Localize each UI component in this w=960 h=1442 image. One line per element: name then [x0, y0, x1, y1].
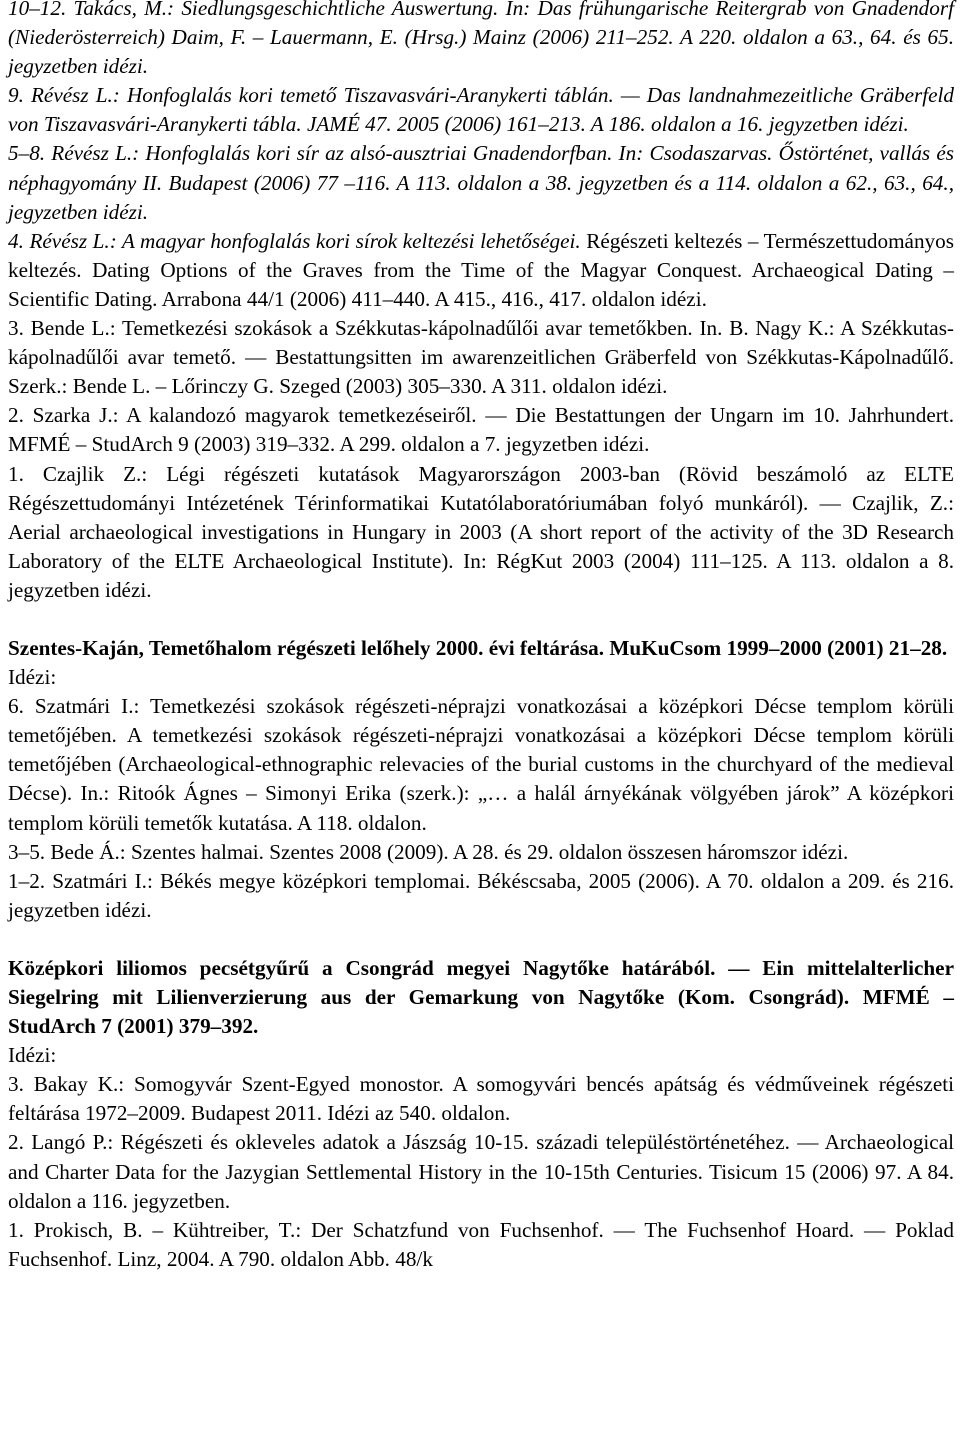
- citation-entry: [8, 460, 954, 605]
- entry-text: Szentes-Kaján, Temetőhalom régészeti lelőhely 2000. évi feltárása. MuKuCsom 1999–2000 (2001) 21–28.: [8, 635, 948, 660]
- entry-text: 10–12. Takács, M.: Siedlungsgeschichtliche Auswertung. In: Das frühungarische Reitergrab von Gnadendorf (Niederösterreich) Daim, F. – Lauermann, E. (Hrsg.) Mainz (2006) 211–252. A 220. oldalon a 63., 64. és 65. jegyzetben idézi.: [8, 0, 954, 79]
- citation-entry: [8, 1216, 954, 1274]
- entry-text: Idézi:: [8, 665, 57, 690]
- section-heading: [8, 634, 954, 663]
- citation-entry: [8, 139, 954, 226]
- citation-entry: [8, 663, 954, 692]
- entry-text: 1. Prokisch, B. – Kühtreiber, T.: Der Schatzfund von Fuchsenhof. — The Fuchsenhof Hoard. — Poklad Fuchsenhof. Linz, 2004. A 790. oldalon Abb. 48/k: [8, 1217, 954, 1271]
- entry-text: 3. Bakay K.: Somogyvár Szent-Egyed monostor. A somogyvári bencés apátság és védműveinek régészeti feltárása 1972–2009. Budapest 2011. Idézi az 540. oldalon.: [8, 1072, 954, 1126]
- entry-text: 9. Révész L.: Honfoglalás kori temető Tiszavasvári-Aranykerti táblán. — Das landnahmezeitliche Gräberfeld von Tiszavasvári-Aranykerti tábla. JAMÉ 47. 2005 (2006) 161–213. A 186. oldalon a 16. jegyzetben idézi.: [8, 83, 954, 137]
- section-heading: [8, 954, 954, 1041]
- entry-text: 3. Bende L.: Temetkezési szokások a Székkutas-kápolnadűlői avar temetőkben. In. B. Nagy K.: A Székkutas-kápolnadűlői avar temető. — Bestattungsitten im awarenzeitlichen Gräberfeld von Székkutas-Kápolnadűlő. Szerk.: Bende L. – Lőrinczy G. Szeged (2003) 305–330. A 311. oldalon idézi.: [8, 316, 954, 399]
- citation-entry: [8, 0, 954, 81]
- citation-entry: [8, 692, 954, 837]
- entry-text: 2. Szarka J.: A kalandozó magyarok temetkezéseiről. — Die Bestattungen der Ungarn im 10. Jahrhundert. MFMÉ – StudArch 9 (2003) 319–332. A 299. oldalon a 7. jegyzetben idézi.: [8, 403, 954, 457]
- citation-entry: [8, 1128, 954, 1215]
- entry-text: Középkori liliomos pecsétgyűrű a Csongrád megyei Nagytőke határából. — Ein mittelalterlicher Siegelring mit Lilienverzierung aus der Gemarkung von Nagytőke (Kom. Csongrád). MFMÉ – StudArch 7 (2001) 379–392.: [8, 955, 954, 1039]
- citation-entry: [8, 227, 954, 314]
- entry-text: 2. Langó P.: Régészeti és okleveles adatok a Jászság 10-15. századi településtörténetéhez. — Archaeological and Charter Data for the Jazygian Settlemental History in the 10-15th Centuries. Tisicum 15 (2006) 97. A 84. oldalon a 116. jegyzetben.: [8, 1130, 954, 1213]
- citation-entry: [8, 867, 954, 925]
- citation-entry: [8, 401, 954, 459]
- entry-text: 1. Czajlik Z.: Légi régészeti kutatások Magyarországon 2003-ban (Rövid beszámoló az ELTE Régészettudományi Intézetének Térinformatikai Kutatólaboratóriumában folyó munkáról). — Czajlik, Z.: Aerial archaeological investigations in Hungary in 2003 (A short report of the activity of the 3D Research Laboratory of the ELTE Archaeological Institute). In: RégKut 2003 (2004) 111–125. A 113. oldalon a 8. jegyzetben idézi.: [8, 461, 954, 602]
- citation-entry: [8, 1041, 954, 1070]
- entry-text: 1–2. Szatmári I.: Békés megye középkori templomai. Békéscsaba, 2005 (2006). A 70. oldalon a 209. és 216. jegyzetben idézi.: [8, 868, 954, 922]
- citation-entry: [8, 1070, 954, 1128]
- entry-text: 3–5. Bede Á.: Szentes halmai. Szentes 2008 (2009). A 28. és 29. oldalon összesen háromszor idézi.: [8, 839, 849, 864]
- citation-entry: [8, 81, 954, 139]
- entry-text: Idézi:: [8, 1043, 57, 1068]
- citation-entry: [8, 838, 954, 867]
- entry-text: Régészeti keltezés – Természettudományos keltezés. Dating Options of the Graves from the Time of the Magyar Conquest. Archaeogical Dating – Scientific Dating. Arrabona 44/1 (2006) 411–440. A 415., 416., 417. oldalon idézi.: [8, 228, 954, 311]
- entry-text: 4. Révész L.: A magyar honfoglalás kori sírok keltezési lehetőségei.: [8, 228, 581, 253]
- citation-entry: [8, 314, 954, 401]
- entry-text: 6. Szatmári I.: Temetkezési szokások régészeti-néprajzi vonatkozásai a középkori Décse templom körüli temetőjében. A temetkezési szokások régészeti-néprajzi vonatkozásai a középkori Décse templom körüli temetőjében (Archaeological-ethnographic relevacies of the burial customs in the churchyard of the medieval Décse). In.: Ritoók Ágnes – Simonyi Erika (szerk.): „… a halál árnyékának völgyében járok” A középkori templom körüli temetők kutatása. A 118. oldalon.: [8, 694, 954, 835]
- entry-text: 5–8. Révész L.: Honfoglalás kori sír az alsó-ausztriai Gnadendorfban. In: Csodaszarvas. Őstörténet, vallás és néphagyomány II. Budapest (2006) 77 –116. A 113. oldalon a 38. jegyzetben és a 114. oldalon a 62., 63., 64., jegyzetben idézi.: [8, 141, 954, 224]
- section-spacer: [8, 605, 954, 634]
- section-spacer: [8, 925, 954, 954]
